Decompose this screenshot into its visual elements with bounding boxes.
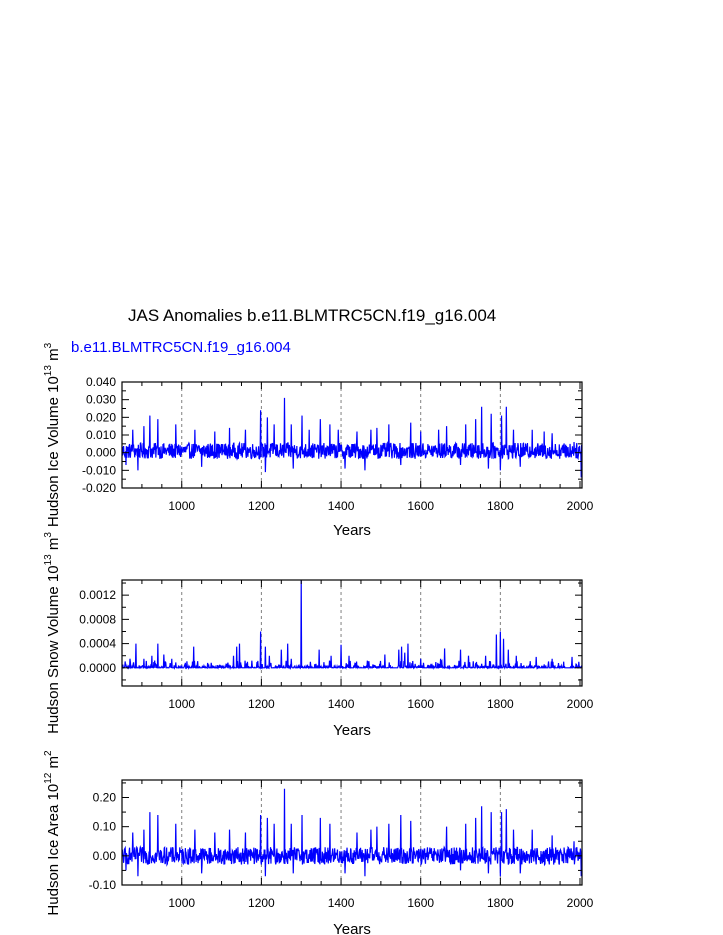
y-tick-label: 0.00 <box>92 848 116 863</box>
y-tick-label: 0.0000 <box>79 660 116 675</box>
y-tick-label: 0.0008 <box>79 612 116 627</box>
x-tick-label: 1600 <box>407 499 435 513</box>
x-tick-label: 1000 <box>168 697 196 711</box>
x-axis-label: Years <box>333 921 371 935</box>
y-tick-label: 0.0004 <box>79 636 116 651</box>
series-line <box>122 789 582 877</box>
chart-panel-2 <box>43 532 594 739</box>
plot-frame <box>122 580 582 686</box>
x-tick-label: 2000 <box>566 697 594 711</box>
y-tick-label: 0.030 <box>85 392 116 407</box>
x-axis-label: Years <box>333 722 371 739</box>
y-tick-label: -0.020 <box>81 481 116 495</box>
x-tick-label: 1200 <box>248 896 275 910</box>
series-line <box>122 580 582 668</box>
x-tick-label: 1600 <box>407 896 435 910</box>
y-axis-label: Hudson Snow Volume $10^{13}$ $m^3$ <box>43 532 62 734</box>
chart-panel-1 <box>43 342 594 539</box>
figure-subtitle: b.e11.BLMTRC5CN.f19_g16.004 <box>71 339 291 356</box>
y-tick-label: 0.10 <box>92 819 116 834</box>
series-line <box>122 398 582 478</box>
x-tick-label: 2000 <box>566 896 594 910</box>
figure-title: JAS Anomalies b.e11.BLMTRC5CN.f19_g16.004 <box>128 306 497 325</box>
x-tick-label: 1000 <box>168 499 196 513</box>
x-tick-label: 1800 <box>487 697 514 711</box>
y-tick-label: 0.020 <box>85 410 116 425</box>
x-axis-label: Years <box>333 522 371 539</box>
y-tick-label: 0.0012 <box>79 588 116 603</box>
chart-panel-3 <box>43 750 594 935</box>
y-tick-label: 0.20 <box>92 790 116 805</box>
y-tick-label: 0.000 <box>85 445 116 460</box>
x-tick-label: 1200 <box>248 697 275 711</box>
x-tick-label: 1200 <box>248 499 275 513</box>
x-tick-label: 1400 <box>327 697 355 711</box>
y-tick-label: -0.10 <box>88 878 116 892</box>
x-tick-label: 1000 <box>168 896 196 910</box>
x-tick-label: 1800 <box>487 499 514 513</box>
y-axis-label: Hudson Ice Area $10^{12}$ $m^2$ <box>43 750 62 916</box>
y-tick-label: 0.040 <box>85 375 116 389</box>
x-tick-label: 2000 <box>566 499 594 513</box>
x-tick-label: 1800 <box>487 896 514 910</box>
x-tick-label: 1600 <box>407 697 435 711</box>
x-tick-label: 1400 <box>327 896 355 910</box>
y-tick-label: -0.010 <box>81 463 116 478</box>
y-tick-label: 0.010 <box>85 428 116 442</box>
y-axis-label: Hudson Ice Volume $10^{13}$ $m^3$ <box>43 342 62 528</box>
x-tick-label: 1400 <box>327 499 355 513</box>
